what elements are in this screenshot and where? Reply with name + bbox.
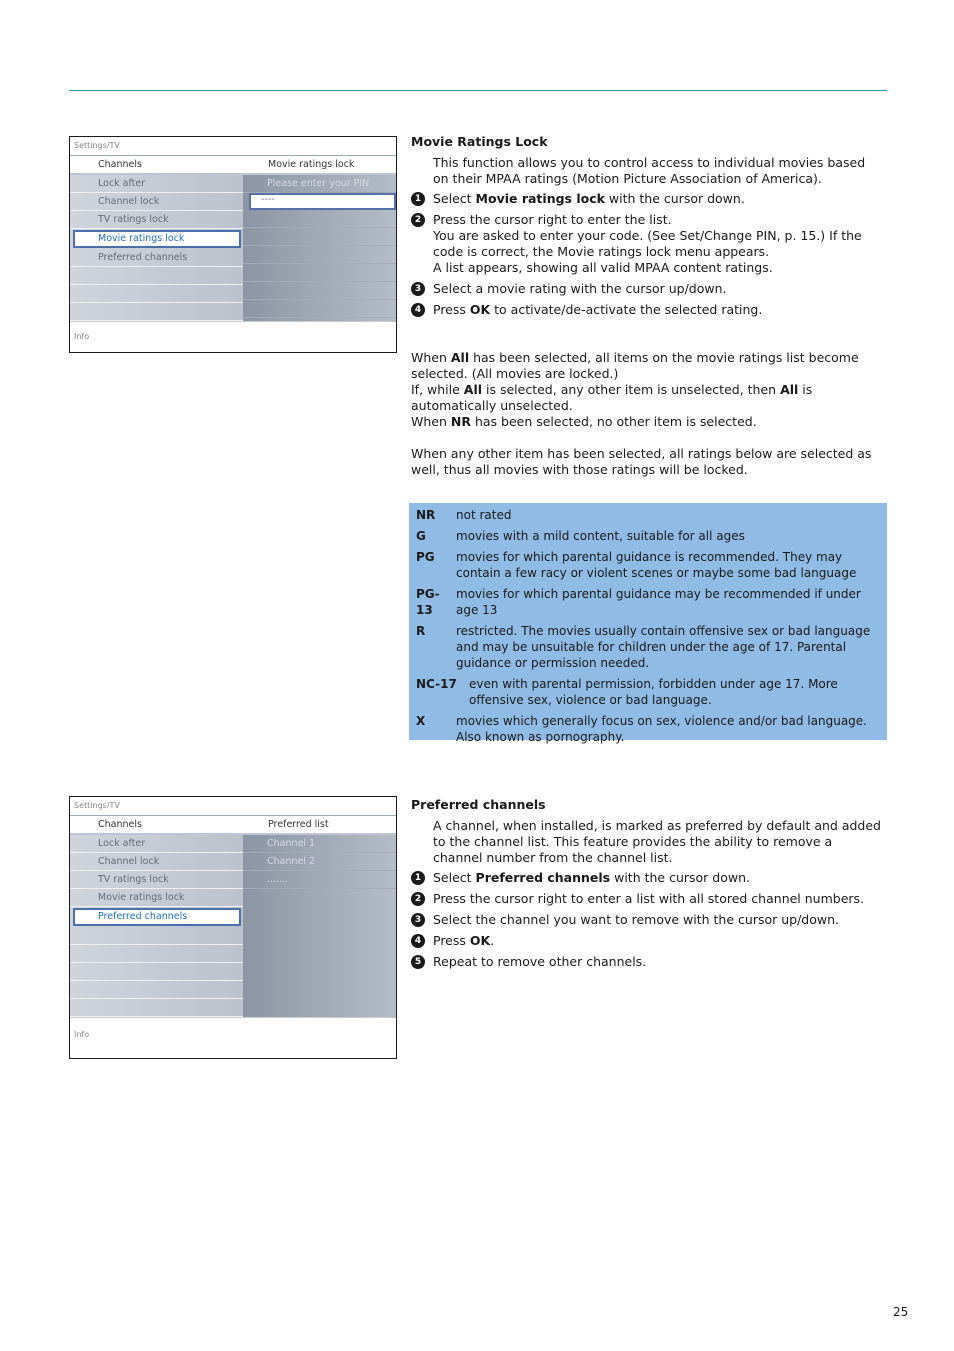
menu-info-bar: Info	[70, 1017, 396, 1058]
rating-row-nc17: NC-17 even with parental permission, forbidden under age 17. More offensive sex, violence or bad language.	[416, 677, 838, 707]
menu-header	[70, 156, 396, 175]
menu-item-empty	[70, 267, 243, 285]
step-number: 2	[411, 892, 425, 906]
menu-right-empty	[243, 246, 396, 264]
note-all-unselected: If, while All is selected, any other item is unselected, then All is automatically unselected.	[411, 382, 813, 413]
preferred-channel-more: .......	[243, 871, 396, 889]
section-title: Movie Ratings Lock	[411, 134, 548, 149]
menu-breadcrumb: Settings/TV	[70, 797, 396, 816]
menu-item-empty	[70, 285, 243, 303]
rating-row-g: G movies with a mild content, suitable for all ages	[416, 529, 745, 543]
menu-item-tv-ratings-lock[interactable]: TV ratings lock	[70, 871, 243, 889]
ratings-table	[409, 503, 887, 744]
preferred-channel-item[interactable]: Channel 2	[243, 853, 396, 871]
menu-item-preferred-channels[interactable]: Preferred channels	[73, 908, 241, 926]
preferred-channel-item[interactable]: Channel 1	[243, 835, 396, 853]
menu-item-empty	[70, 303, 243, 321]
movie-ratings-section	[411, 134, 881, 323]
step-number: 3	[411, 913, 425, 927]
preferred-channels-section	[411, 797, 881, 975]
menu-info-bar: Info	[70, 321, 396, 352]
menu-item-movie-ratings-lock[interactable]: Movie ratings lock	[70, 889, 243, 907]
header-rule	[69, 90, 887, 91]
step-number: 3	[411, 282, 425, 296]
pin-input[interactable]: ----	[249, 193, 396, 210]
menu-right-empty	[243, 228, 396, 246]
menu-header-left: Channels	[98, 819, 142, 830]
menu-item-empty	[70, 999, 243, 1017]
note-all-selected: When All has been selected, all items on the movie ratings list become selected. (All movies are locked.)	[411, 350, 859, 381]
menu-item-preferred-channels[interactable]: Preferred channels	[70, 249, 243, 267]
step-number: 2	[411, 213, 425, 227]
menu-item-movie-ratings-lock[interactable]: Movie ratings lock	[73, 230, 241, 248]
menu-item-empty	[70, 981, 243, 999]
step-5: 5 Repeat to remove other channels.	[411, 954, 881, 970]
rating-row-r: R restricted. The movies usually contain offensive sex or bad language and may be unsuitable for children under the age of 17. Parental guidance or permission needed.	[416, 624, 871, 670]
step-1: 1 Select Movie ratings lock with the cursor down.	[411, 191, 881, 207]
menu-item-channel-lock[interactable]: Channel lock	[70, 193, 243, 211]
rating-row-pg: PG movies for which parental guidance is recommended. They may contain a few racy or violent scenes or maybe some bad language	[416, 550, 857, 580]
all-selection-notes	[411, 350, 881, 478]
menu-item-lock-after[interactable]: Lock after	[70, 175, 243, 193]
menu-header-left: Channels	[98, 159, 142, 170]
rating-row-nr: NR not rated	[416, 508, 512, 522]
step-number: 4	[411, 934, 425, 948]
tv-menu-movie-ratings	[69, 136, 397, 353]
menu-right-empty	[243, 264, 396, 282]
menu-header	[70, 816, 396, 835]
menu-breadcrumb: Settings/TV	[70, 137, 396, 156]
rating-row-x: X movies which generally focus on sex, violence and/or bad language. Also known as pornography.	[416, 714, 867, 744]
menu-right-empty	[243, 210, 396, 228]
page-number: 25	[893, 1305, 909, 1319]
section-title: Preferred channels	[411, 797, 546, 812]
step-4: 4 Press OK to activate/de-activate the selected rating.	[411, 302, 881, 318]
step-4: 4 Press OK.	[411, 933, 881, 949]
rating-row-pg13: PG-13 movies for which parental guidance may be recommended if under age 13	[416, 587, 861, 617]
step-3: 3 Select a movie rating with the cursor up/down.	[411, 281, 881, 297]
note-other-selected: When any other item has been selected, all ratings below are selected as well, thus all movies with those ratings will be locked.	[411, 446, 872, 477]
section-intro: A channel, when installed, is marked as preferred by default and added to the channel list. This feature provides the ability to remove a channel number from the channel list.	[433, 818, 881, 865]
pin-prompt: Please enter your PIN	[243, 175, 396, 193]
menu-item-empty	[70, 963, 243, 981]
step-3: 3 Select the channel you want to remove with the cursor up/down.	[411, 912, 881, 928]
step-2: 2 Press the cursor right to enter a list with all stored channel numbers.	[411, 891, 881, 907]
menu-item-empty	[70, 927, 243, 945]
step-number: 5	[411, 955, 425, 969]
step-2: 2 Press the cursor right to enter the list. You are asked to enter your code. (See Set/Change PIN, p. 15.) If the code is correct, the Movie ratings lock menu appears. A list appears, showing all valid MPAA content ratings.	[411, 212, 881, 276]
menu-item-tv-ratings-lock[interactable]: TV ratings lock	[70, 211, 243, 229]
step-number: 4	[411, 303, 425, 317]
step-number: 1	[411, 192, 425, 206]
menu-item-empty	[70, 945, 243, 963]
menu-header-right: Movie ratings lock	[268, 159, 355, 170]
menu-item-lock-after[interactable]: Lock after	[70, 835, 243, 853]
menu-right-empty	[243, 300, 396, 318]
menu-header-right: Preferred list	[268, 819, 329, 830]
section-intro: This function allows you to control access to individual movies based on their MPAA ratings (Motion Picture Association of America).	[433, 155, 866, 186]
menu-right-empty	[243, 282, 396, 300]
note-nr-selected: When NR has been selected, no other item is selected.	[411, 414, 757, 429]
step-number: 1	[411, 871, 425, 885]
menu-item-channel-lock[interactable]: Channel lock	[70, 853, 243, 871]
tv-menu-preferred-channels	[69, 796, 397, 1059]
step-1: 1 Select Preferred channels with the cursor down.	[411, 870, 881, 886]
